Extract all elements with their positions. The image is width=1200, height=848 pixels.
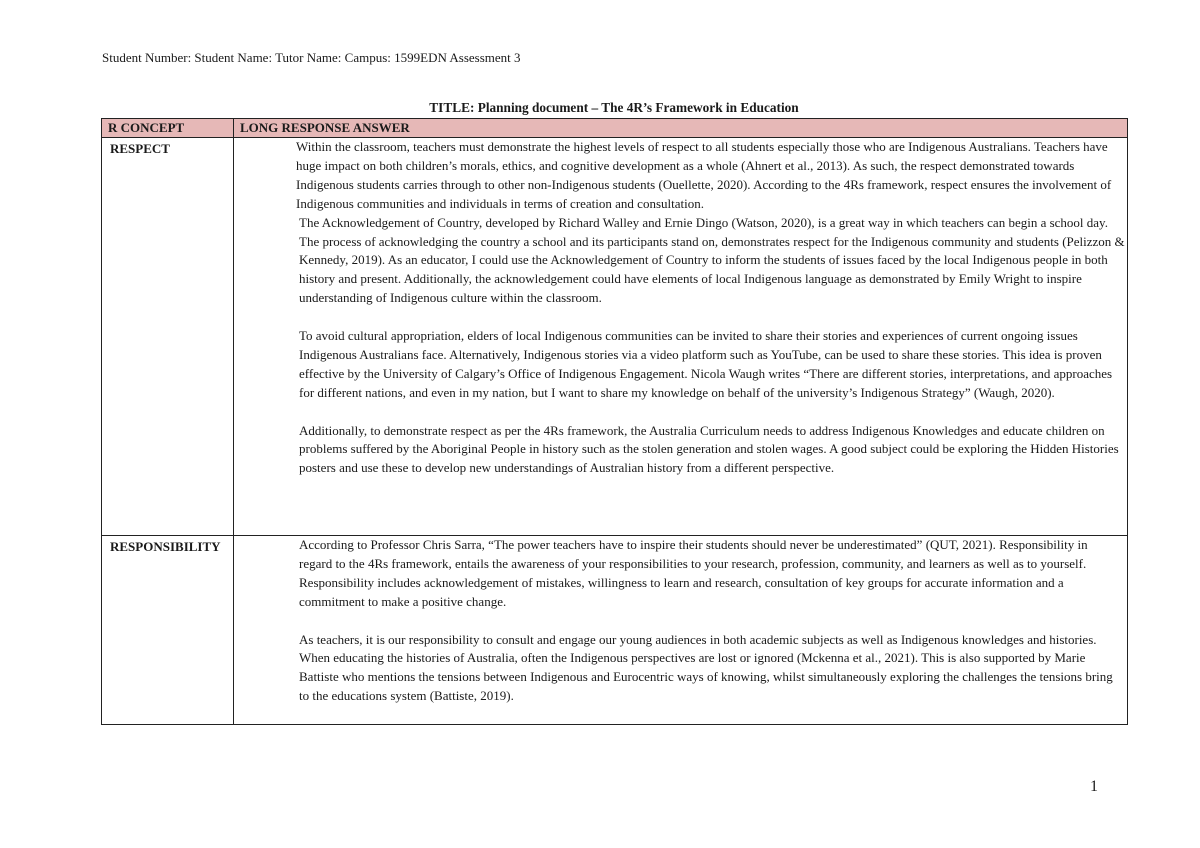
- table-row-responsibility: [102, 536, 1128, 725]
- respect-paragraph-2: The Acknowledgement of Country, developed by Richard Walley and Ernie Dingo (Watson, 2020), is a great way in which teachers can begin a school day. The process of acknowledging the country a school and its participants stand on, demonstrates respect for the Indigenous community and students (Pelizzon & Kennedy, 2019). As an educator, I could use the Acknowledgement of Country to inform the students of issues faced by the local Indigenous people in both history and present. Additionally, the acknowledgement could have elements of local Indigenous language as demonstrated by Emily Wright to inspire understanding of Indigenous culture within the classroom.: [299, 214, 1125, 306]
- concept-responsibility: RESPONSIBILITY: [102, 536, 234, 725]
- answer-responsibility: [234, 536, 1128, 725]
- concept-respect: RESPECT: [102, 138, 234, 536]
- responsibility-paragraph-1: According to Professor Chris Sarra, “The power teachers have to inspire their students should never be underestimated” (QUT, 2021). Responsibility in regard to the 4Rs framework, entails the awareness of your responsibilities to your research, profession, community, and learners as well as to yourself. Responsibility includes acknowledgement of mistakes, willingness to learn and research, consultation of key groups for accurate information and a commitment to make a positive change.: [299, 537, 1088, 609]
- column-header-answer: LONG RESPONSE ANSWER: [234, 119, 1128, 138]
- document-title: TITLE: Planning document – The 4R’s Framework in Education: [429, 100, 799, 115]
- table-header-row: [102, 119, 1128, 138]
- respect-paragraph-4: Additionally, to demonstrate respect as per the 4Rs framework, the Australia Curriculum needs to address Indigenous Knowledges and educate children on problems suffered by the Aboriginal People in history such as the stolen generation and stolen wages. A good subject could be exploring the Hidden Histories posters and use these to develop new understandings of Australian history from a different perspective.: [299, 422, 1119, 476]
- framework-table: [101, 118, 1128, 725]
- respect-paragraph-3: To avoid cultural appropriation, elders of local Indigenous communities can be invited to share their stories and experiences of current ongoing issues Indigenous Australians face. Alternatively, Indigenous stories via a video platform such as YouTube, can be used to share these stories. This idea is proven effective by the University of Calgary’s Office of Indigenous Engagement. Nicola Waugh writes “There are different stories, interpretations, and approaches for different nations, and even in my nation, but I want to share my knowledge on behalf of the university’s Indigenous Strategy” (Waugh, 2020).: [299, 328, 1113, 400]
- page-number: 1: [1090, 778, 1098, 795]
- table-row-respect: [102, 138, 1128, 536]
- respect-paragraph-1: Within the classroom, teachers must demonstrate the highest levels of respect to all students especially those who are Indigenous Australians. Teachers have huge impact on both children’s morals, ethics, and cognitive development as a whole (Ahnert et al., 2013). As such, the respect demonstrated towards Indigenous students carries through to other non-Indigenous students (Ouellette, 2020). According to the 4Rs framework, respect ensures the involvement of Indigenous communities and individuals in terms of creation and consultation.: [296, 139, 1112, 211]
- page-header: Student Number: Student Name: Tutor Name: Campus: 1599EDN Assessment 3: [102, 50, 521, 65]
- responsibility-paragraph-2: As teachers, it is our responsibility to consult and engage our young audiences in both academic subjects as well as Indigenous knowledges and histories. When educating the histories of Australia, often the Indigenous perspectives are lost or ignored (Mckenna et al., 2021). This is also supported by Marie Battiste who mentions the tensions between Indigenous and Eurocentric ways of knowing, whilst simultaneously exploring the challenges the tensions bring to the educations system (Battiste, 2019).: [299, 631, 1113, 704]
- answer-respect: [234, 138, 1128, 536]
- column-header-concept: R CONCEPT: [102, 119, 234, 138]
